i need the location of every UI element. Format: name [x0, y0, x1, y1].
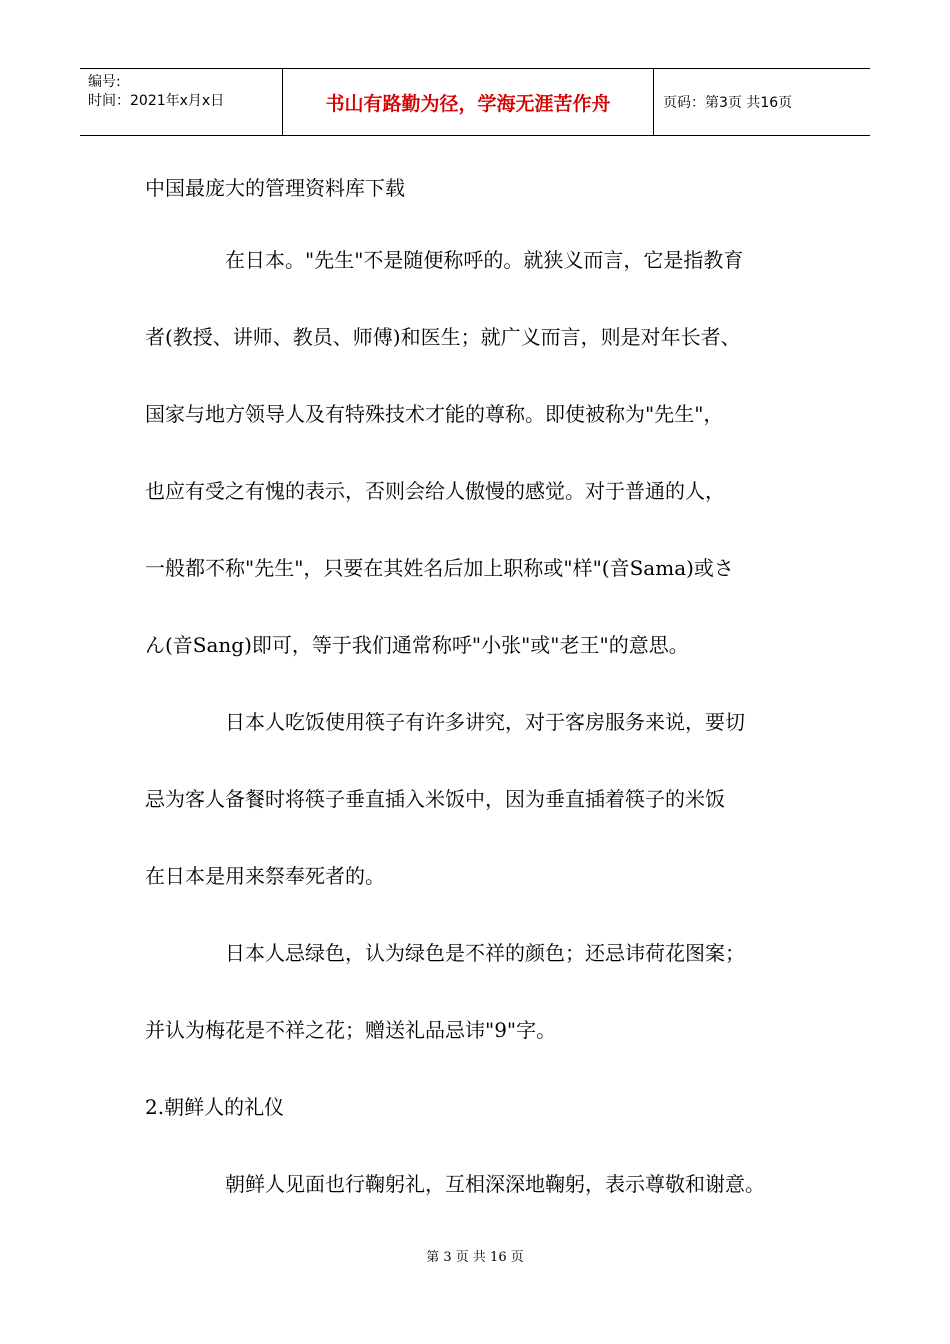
paragraph-line: ん(音Sang)即可，等于我们通常称呼"小张"或"老王"的意思。	[145, 633, 689, 657]
paragraph-line: 一般都不称"先生"，只要在其姓名后加上职称或"样"(音Sama)或さ	[145, 556, 734, 580]
document-body	[145, 164, 825, 1223]
paragraph-line: 朝鲜人见面也行鞠躬礼，互相深深地鞠躬，表示尊敬和谢意。	[225, 1172, 765, 1196]
section-heading: 2.朝鲜人的礼仪	[145, 1095, 285, 1119]
paragraph-line: 日本人忌绿色，认为绿色是不祥的颜色；还忌讳荷花图案；	[225, 941, 745, 965]
document-number: 编号:	[88, 74, 121, 90]
paragraph-line: 并认为梅花是不祥之花；赠送礼品忌讳"9"字。	[145, 1018, 557, 1042]
paragraph-line: 在日本。"先生"不是随便称呼的。就狭义而言，它是指教育	[225, 248, 744, 272]
paragraph-line: 在日本是用来祭奉死者的。	[145, 864, 385, 888]
page-header	[80, 68, 870, 136]
document-date: 时间：2021年x月x日	[88, 93, 225, 109]
paragraph-line: 者(教授、讲师、教员、师傅)和医生；就广义而言，则是对年长者、	[145, 325, 741, 349]
header-page-number: 页码：第3页 共16页	[663, 95, 793, 111]
header-motto: 书山有路勤为径，学海无涯苦作舟	[282, 69, 654, 135]
intro-line: 中国最庞大的管理资料库下载	[145, 176, 405, 200]
paragraph-line: 国家与地方领导人及有特殊技术才能的尊称。即使被称为"先生"，	[145, 402, 724, 426]
paragraph-line: 日本人吃饭使用筷子有许多讲究，对于客房服务来说，要切	[225, 710, 745, 734]
paragraph-line: 也应有受之有愧的表示，否则会给人傲慢的感觉。对于普通的人，	[145, 479, 725, 503]
paragraph-line: 忌为客人备餐时将筷子垂直插入米饭中，因为垂直插着筷子的米饭	[145, 787, 725, 811]
header-meta	[80, 69, 282, 135]
page-footer: 第 3 页 共 16 页	[426, 1250, 524, 1265]
